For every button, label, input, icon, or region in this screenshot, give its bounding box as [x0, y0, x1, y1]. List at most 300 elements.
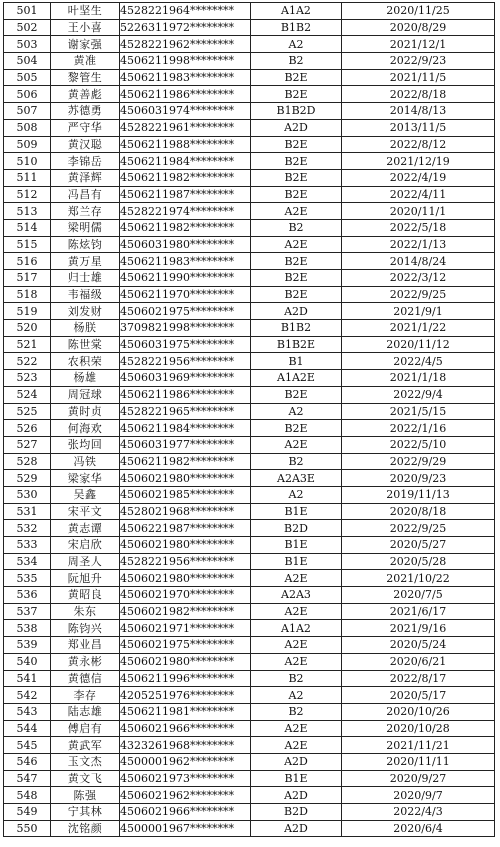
license-class-cell: A2E: [251, 637, 342, 654]
id-number-cell: 4506211984********: [120, 420, 251, 437]
person-name-cell: 黄永彬: [51, 653, 120, 670]
table-row: [4, 236, 495, 253]
id-number-cell: 4506021966********: [120, 720, 251, 737]
date-cell: 2020/6/21: [342, 653, 495, 670]
license-class-cell: A2D: [251, 119, 342, 136]
id-number-cell: 4528221965********: [120, 403, 251, 420]
row-number-cell: 531: [4, 503, 51, 520]
date-cell: 2021/5/15: [342, 403, 495, 420]
license-class-cell: B1E: [251, 537, 342, 554]
person-name-cell: 苏德勇: [51, 103, 120, 120]
row-number-cell: 535: [4, 570, 51, 587]
table-row: [4, 687, 495, 704]
row-number-cell: 534: [4, 553, 51, 570]
table-row: [4, 637, 495, 654]
license-class-cell: A2E: [251, 570, 342, 587]
table-row: [4, 253, 495, 270]
table-row: [4, 436, 495, 453]
id-number-cell: 4506031980********: [120, 236, 251, 253]
person-name-cell: 郑业昌: [51, 637, 120, 654]
license-class-cell: B2E: [251, 270, 342, 287]
license-class-cell: B2: [251, 670, 342, 687]
license-class-cell: A2A3E: [251, 470, 342, 487]
date-cell: 2021/9/1: [342, 303, 495, 320]
id-number-cell: 4528021968********: [120, 503, 251, 520]
table-row: [4, 753, 495, 770]
date-cell: 2014/8/24: [342, 253, 495, 270]
license-class-cell: A2: [251, 486, 342, 503]
id-number-cell: 4506021970********: [120, 587, 251, 604]
row-number-cell: 522: [4, 353, 51, 370]
table-row: [4, 19, 495, 36]
license-class-cell: B1E: [251, 770, 342, 787]
person-name-cell: 梁明儒: [51, 219, 120, 236]
id-number-cell: 5226311972********: [120, 19, 251, 36]
date-cell: 2014/8/13: [342, 103, 495, 120]
id-number-cell: 4528221974********: [120, 203, 251, 220]
table-row: [4, 270, 495, 287]
person-name-cell: 周圣人: [51, 553, 120, 570]
row-number-cell: 515: [4, 236, 51, 253]
person-name-cell: 杨雄: [51, 370, 120, 387]
row-number-cell: 529: [4, 470, 51, 487]
person-name-cell: 李锦岳: [51, 153, 120, 170]
date-cell: 2022/9/25: [342, 520, 495, 537]
license-class-cell: B1E: [251, 503, 342, 520]
license-class-cell: A2E: [251, 720, 342, 737]
table-row: [4, 119, 495, 136]
table-row: [4, 370, 495, 387]
id-number-cell: 4506021980********: [120, 537, 251, 554]
person-name-cell: 陈世棠: [51, 336, 120, 353]
license-class-cell: A1A2: [251, 3, 342, 20]
table-row: [4, 386, 495, 403]
id-number-cell: 4506021973********: [120, 770, 251, 787]
license-class-cell: B2D: [251, 520, 342, 537]
person-name-cell: 黄德信: [51, 670, 120, 687]
table-row: [4, 86, 495, 103]
id-number-cell: 4506211987********: [120, 186, 251, 203]
person-name-cell: 郑兰存: [51, 203, 120, 220]
table-row: [4, 537, 495, 554]
date-cell: 2022/1/13: [342, 236, 495, 253]
date-cell: 2020/10/28: [342, 720, 495, 737]
date-cell: 2020/11/12: [342, 336, 495, 353]
table-row: [4, 153, 495, 170]
id-number-cell: 4506211983********: [120, 69, 251, 86]
row-number-cell: 518: [4, 286, 51, 303]
license-class-cell: B1B2: [251, 320, 342, 337]
id-number-cell: 3709821998********: [120, 320, 251, 337]
table-row: [4, 103, 495, 120]
person-name-cell: 陈炫钧: [51, 236, 120, 253]
row-number-cell: 520: [4, 320, 51, 337]
row-number-cell: 541: [4, 670, 51, 687]
id-number-cell: 4528221962********: [120, 36, 251, 53]
table-row: [4, 303, 495, 320]
row-number-cell: 521: [4, 336, 51, 353]
row-number-cell: 511: [4, 169, 51, 186]
id-number-cell: 4506211986********: [120, 86, 251, 103]
table-row: [4, 169, 495, 186]
row-number-cell: 528: [4, 453, 51, 470]
table-row: [4, 136, 495, 153]
row-number-cell: 533: [4, 537, 51, 554]
row-number-cell: 532: [4, 520, 51, 537]
license-class-cell: A2D: [251, 753, 342, 770]
person-name-cell: 傅启有: [51, 720, 120, 737]
id-number-cell: 4528221956********: [120, 553, 251, 570]
row-number-cell: 517: [4, 270, 51, 287]
date-cell: 2022/9/29: [342, 453, 495, 470]
id-number-cell: 4506021980********: [120, 470, 251, 487]
person-name-cell: 张均回: [51, 436, 120, 453]
id-number-cell: 4506021982********: [120, 603, 251, 620]
date-cell: 2020/7/5: [342, 587, 495, 604]
date-cell: 2021/12/1: [342, 36, 495, 53]
table-row: [4, 570, 495, 587]
license-class-cell: B1B2E: [251, 336, 342, 353]
id-number-cell: 4506211983********: [120, 253, 251, 270]
row-number-cell: 512: [4, 186, 51, 203]
license-class-cell: A2: [251, 403, 342, 420]
license-class-cell: A2: [251, 687, 342, 704]
id-number-cell: 4506211982********: [120, 453, 251, 470]
person-name-cell: 朱东: [51, 603, 120, 620]
table-row: [4, 520, 495, 537]
id-number-cell: 4506031977********: [120, 436, 251, 453]
id-number-cell: 4506211981********: [120, 703, 251, 720]
document-page: [3, 2, 495, 837]
table-row: [4, 453, 495, 470]
person-name-cell: 周冠球: [51, 386, 120, 403]
row-number-cell: 540: [4, 653, 51, 670]
id-number-cell: 4506021975********: [120, 303, 251, 320]
table-row: [4, 587, 495, 604]
id-number-cell: 4528221956********: [120, 353, 251, 370]
license-class-cell: B2E: [251, 420, 342, 437]
table-row: [4, 653, 495, 670]
person-name-cell: 韦福级: [51, 286, 120, 303]
id-number-cell: 4506211982********: [120, 219, 251, 236]
license-class-cell: A2E: [251, 737, 342, 754]
date-cell: 2020/11/25: [342, 3, 495, 20]
date-cell: 2022/1/16: [342, 420, 495, 437]
row-number-cell: 514: [4, 219, 51, 236]
row-number-cell: 508: [4, 119, 51, 136]
person-name-cell: 黄志谭: [51, 520, 120, 537]
person-name-cell: 黄时贞: [51, 403, 120, 420]
person-name-cell: 宋启欣: [51, 537, 120, 554]
date-cell: 2022/9/25: [342, 286, 495, 303]
license-class-cell: B1: [251, 353, 342, 370]
id-number-cell: 4506221987********: [120, 520, 251, 537]
row-number-cell: 523: [4, 370, 51, 387]
id-number-cell: 4500001967********: [120, 820, 251, 837]
table-row: [4, 737, 495, 754]
table-row: [4, 770, 495, 787]
id-number-cell: 4506021971********: [120, 620, 251, 637]
person-name-cell: 吴鑫: [51, 486, 120, 503]
person-name-cell: 陈钧兴: [51, 620, 120, 637]
table-row: [4, 186, 495, 203]
table-row: [4, 69, 495, 86]
date-cell: 2020/5/27: [342, 537, 495, 554]
row-number-cell: 513: [4, 203, 51, 220]
row-number-cell: 510: [4, 153, 51, 170]
license-class-cell: B2E: [251, 286, 342, 303]
date-cell: 2013/11/5: [342, 119, 495, 136]
date-cell: 2021/1/22: [342, 320, 495, 337]
date-cell: 2021/9/16: [342, 620, 495, 637]
person-name-cell: 严守华: [51, 119, 120, 136]
id-number-cell: 4205251976********: [120, 687, 251, 704]
license-class-cell: B1B2D: [251, 103, 342, 120]
table-row: [4, 804, 495, 821]
license-class-cell: B2D: [251, 804, 342, 821]
license-class-cell: B2: [251, 53, 342, 70]
license-class-cell: A2D: [251, 820, 342, 837]
table-row: [4, 53, 495, 70]
date-cell: 2021/10/22: [342, 570, 495, 587]
person-name-cell: 杨朕: [51, 320, 120, 337]
row-number-cell: 539: [4, 637, 51, 654]
date-cell: 2020/11/1: [342, 203, 495, 220]
row-number-cell: 542: [4, 687, 51, 704]
person-name-cell: 农积荣: [51, 353, 120, 370]
id-number-cell: 4506021962********: [120, 787, 251, 804]
license-class-cell: B2E: [251, 253, 342, 270]
license-class-cell: A1A2E: [251, 370, 342, 387]
person-name-cell: 王小喜: [51, 19, 120, 36]
row-number-cell: 505: [4, 69, 51, 86]
row-number-cell: 502: [4, 19, 51, 36]
license-class-cell: A2E: [251, 603, 342, 620]
person-name-cell: 谢家强: [51, 36, 120, 53]
date-cell: 2022/4/5: [342, 353, 495, 370]
license-class-cell: A2E: [251, 236, 342, 253]
license-class-cell: B2: [251, 219, 342, 236]
person-name-cell: 冯昌有: [51, 186, 120, 203]
date-cell: 2022/8/12: [342, 136, 495, 153]
row-number-cell: 526: [4, 420, 51, 437]
date-cell: 2020/9/27: [342, 770, 495, 787]
id-number-cell: 4506211984********: [120, 153, 251, 170]
person-name-cell: 黄准: [51, 53, 120, 70]
row-number-cell: 546: [4, 753, 51, 770]
license-class-cell: A2: [251, 36, 342, 53]
table-row: [4, 703, 495, 720]
table-row: [4, 320, 495, 337]
row-number-cell: 543: [4, 703, 51, 720]
date-cell: 2022/3/12: [342, 270, 495, 287]
date-cell: 2020/9/7: [342, 787, 495, 804]
license-class-cell: A2E: [251, 653, 342, 670]
table-row: [4, 420, 495, 437]
id-number-cell: 4506021966********: [120, 804, 251, 821]
person-name-cell: 黄汉聪: [51, 136, 120, 153]
person-name-cell: 玉文杰: [51, 753, 120, 770]
table-row: [4, 286, 495, 303]
table-body: [4, 3, 495, 837]
id-number-cell: 4528221964********: [120, 3, 251, 20]
table-row: [4, 787, 495, 804]
person-name-cell: 陈强: [51, 787, 120, 804]
row-number-cell: 530: [4, 486, 51, 503]
table-row: [4, 470, 495, 487]
license-class-cell: A2D: [251, 303, 342, 320]
date-cell: 2022/8/18: [342, 86, 495, 103]
date-cell: 2022/5/18: [342, 219, 495, 236]
row-number-cell: 503: [4, 36, 51, 53]
row-number-cell: 525: [4, 403, 51, 420]
row-number-cell: 527: [4, 436, 51, 453]
license-class-cell: B2E: [251, 386, 342, 403]
row-number-cell: 506: [4, 86, 51, 103]
table-row: [4, 820, 495, 837]
person-name-cell: 黄武军: [51, 737, 120, 754]
license-class-cell: B2E: [251, 186, 342, 203]
license-class-cell: A2D: [251, 787, 342, 804]
license-class-cell: B2E: [251, 86, 342, 103]
id-number-cell: 4506211988********: [120, 136, 251, 153]
license-class-cell: B2: [251, 703, 342, 720]
person-name-cell: 陆志雄: [51, 703, 120, 720]
person-name-cell: 黄善彪: [51, 86, 120, 103]
table-row: [4, 336, 495, 353]
row-number-cell: 548: [4, 787, 51, 804]
date-cell: 2022/4/3: [342, 804, 495, 821]
date-cell: 2020/11/11: [342, 753, 495, 770]
id-number-cell: 4500001962********: [120, 753, 251, 770]
table-row: [4, 620, 495, 637]
person-name-cell: 李存: [51, 687, 120, 704]
date-cell: 2021/6/17: [342, 603, 495, 620]
table-row: [4, 553, 495, 570]
person-name-cell: 黄文飞: [51, 770, 120, 787]
row-number-cell: 544: [4, 720, 51, 737]
row-number-cell: 501: [4, 3, 51, 20]
license-class-cell: B2E: [251, 136, 342, 153]
id-number-cell: 4528221961********: [120, 119, 251, 136]
row-number-cell: 545: [4, 737, 51, 754]
date-cell: 2022/4/11: [342, 186, 495, 203]
date-cell: 2021/11/21: [342, 737, 495, 754]
table-row: [4, 353, 495, 370]
person-name-cell: 刘发财: [51, 303, 120, 320]
row-number-cell: 549: [4, 804, 51, 821]
date-cell: 2021/1/18: [342, 370, 495, 387]
person-name-cell: 梁家华: [51, 470, 120, 487]
row-number-cell: 538: [4, 620, 51, 637]
date-cell: 2021/11/5: [342, 69, 495, 86]
id-number-cell: 4506211998********: [120, 53, 251, 70]
date-cell: 2022/9/4: [342, 386, 495, 403]
row-number-cell: 504: [4, 53, 51, 70]
date-cell: 2022/9/23: [342, 53, 495, 70]
row-number-cell: 550: [4, 820, 51, 837]
row-number-cell: 519: [4, 303, 51, 320]
license-class-cell: A2E: [251, 203, 342, 220]
license-class-cell: B2: [251, 453, 342, 470]
row-number-cell: 536: [4, 587, 51, 604]
person-name-cell: 黎管生: [51, 69, 120, 86]
date-cell: 2020/6/4: [342, 820, 495, 837]
license-class-cell: B2E: [251, 169, 342, 186]
id-number-cell: 4506211986********: [120, 386, 251, 403]
license-class-cell: A2E: [251, 436, 342, 453]
table-row: [4, 36, 495, 53]
table-row: [4, 720, 495, 737]
id-number-cell: 4506031969********: [120, 370, 251, 387]
row-number-cell: 509: [4, 136, 51, 153]
row-number-cell: 507: [4, 103, 51, 120]
date-cell: 2021/12/19: [342, 153, 495, 170]
id-number-cell: 4506211982********: [120, 169, 251, 186]
id-number-cell: 4506021975********: [120, 637, 251, 654]
table-row: [4, 403, 495, 420]
license-class-cell: B1E: [251, 553, 342, 570]
id-number-cell: 4323261968********: [120, 737, 251, 754]
person-name-cell: 宋平文: [51, 503, 120, 520]
table-row: [4, 603, 495, 620]
id-number-cell: 4506031975********: [120, 336, 251, 353]
person-name-cell: 黄万星: [51, 253, 120, 270]
table-row: [4, 219, 495, 236]
person-name-cell: 阮旭升: [51, 570, 120, 587]
date-cell: 2020/8/18: [342, 503, 495, 520]
id-number-cell: 4506021985********: [120, 486, 251, 503]
date-cell: 2020/8/29: [342, 19, 495, 36]
date-cell: 2020/5/28: [342, 553, 495, 570]
table-row: [4, 486, 495, 503]
date-cell: 2020/5/24: [342, 637, 495, 654]
date-cell: 2020/9/23: [342, 470, 495, 487]
id-number-cell: 4506211990********: [120, 270, 251, 287]
table-row: [4, 670, 495, 687]
person-name-cell: 沈铭颜: [51, 820, 120, 837]
license-class-cell: A2A3: [251, 587, 342, 604]
license-class-cell: B1B2: [251, 19, 342, 36]
person-name-cell: 宁其林: [51, 804, 120, 821]
id-number-cell: 4506031974********: [120, 103, 251, 120]
person-name-cell: 何海欢: [51, 420, 120, 437]
row-number-cell: 516: [4, 253, 51, 270]
date-cell: 2019/11/13: [342, 486, 495, 503]
row-number-cell: 524: [4, 386, 51, 403]
license-class-cell: A1A2: [251, 620, 342, 637]
table-row: [4, 203, 495, 220]
date-cell: 2020/5/17: [342, 687, 495, 704]
date-cell: 2022/8/17: [342, 670, 495, 687]
id-number-cell: 4506021980********: [120, 570, 251, 587]
date-cell: 2022/4/19: [342, 169, 495, 186]
row-number-cell: 537: [4, 603, 51, 620]
person-name-cell: 黄昭良: [51, 587, 120, 604]
id-number-cell: 4506021980********: [120, 653, 251, 670]
person-name-cell: 黄泽辉: [51, 169, 120, 186]
id-number-cell: 4506211970********: [120, 286, 251, 303]
table-row: [4, 503, 495, 520]
person-name-cell: 归士雄: [51, 270, 120, 287]
row-number-cell: 547: [4, 770, 51, 787]
id-number-cell: 4506211996********: [120, 670, 251, 687]
license-class-cell: B2E: [251, 69, 342, 86]
license-class-cell: B2E: [251, 153, 342, 170]
date-cell: 2022/5/10: [342, 436, 495, 453]
license-records-table: [3, 2, 495, 837]
date-cell: 2020/10/26: [342, 703, 495, 720]
